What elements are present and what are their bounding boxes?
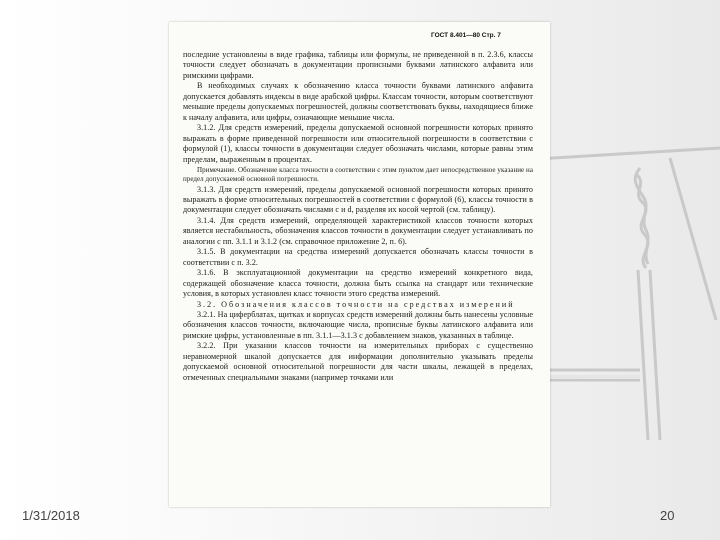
slide-date: 1/31/2018 [22,508,80,523]
paragraph: 3.1.4. Для средств измерений, определяющей характеристикой классов точности которых является нестабильность, обозначения классов точности в документации следует устанавливать по аналогии с пп. 3.1.1 и 3.1.2 (см. справочное приложение 2, п. 6). [183,215,533,246]
paragraph: 3.1.5. В документации на средства измерений допускается обозначать классы точности в соответствии с п. 3.2. [183,247,533,267]
paragraph: 3.2.1. На циферблатах, щитках и корпусах средств измерений должны быть нанесены условные обозначения классов точности, включающие числа, прописные буквы латинского алфавита или римские цифры, установленные в пп. 3.1.1—3.1.3 с добавлением знаков, указанных в таблице. [183,310,533,340]
page-body-text [183,50,533,383]
paragraph: 3.1.2. Для средств измерений, пределы допускаемой основной погрешности которых принято выражать в форме приведенной погрешности или относительной погрешности в соответствии с формулой (1), классы точности в документации следует обозначать числами, которые равны этим пределам, выраженным в процентах. [183,123,533,164]
page-header: ГОСТ 8.401—80 Стр. 7 [431,32,501,39]
scales-watermark-icon [520,140,720,440]
paragraph: 3.1.6. В эксплуатационной документации на средство измерений конкретного вида, содержащей обозначение класса точности, должна быть ссылка на стандарт или технические условия, в которых установлен класс точности этого средства измерений. [183,268,533,299]
paragraph: 3.2.2. При указании классов точности на измерительных приборах с существенно неравномерной шкалой допускается для информации дополнительно указывать пределы допускаемой основной относительной погрешности для части шкалы, лежащей в пределах, отмеченных специальными знаками (например точками или [183,341,533,382]
paragraph: последние установлены в виде графика, таблицы или формулы, не приведенной в п. 2.3.6, классы точности следует обозначать в документации прописными буквами латинского алфавита или римскими цифрами. [183,50,533,80]
paragraph: В необходимых случаях к обозначению класса точности буквами латинского алфавита допускается добавлять индексы в виде арабской цифры. Классам точности, которым соответствуют меньшие пределы допускаемых погрешностей, должны соответствовать буквы, находящиеся ближе к началу алфавита, или цифры, означающие меньшие числа. [183,81,533,122]
document-page-scan [169,22,550,507]
paragraph: 3.1.3. Для средств измерений, пределы допускаемой основной погрешности которых принято выражать в форме относительных погрешностей в соответствии с формулой (6), классы точности в документации следует обозначать числами с и d, разделяя их косой чертой (см. таблицу). [183,184,533,215]
note-paragraph: Примечание. Обозначение класса точности в соответствии с этим пунктом дает непосредственное указание на предел допускаемой основной погрешности. [183,165,533,183]
slide-number: 20 [660,508,675,523]
section-heading: 3.2. Обозначения классов точности на средствах измерений [197,299,515,309]
